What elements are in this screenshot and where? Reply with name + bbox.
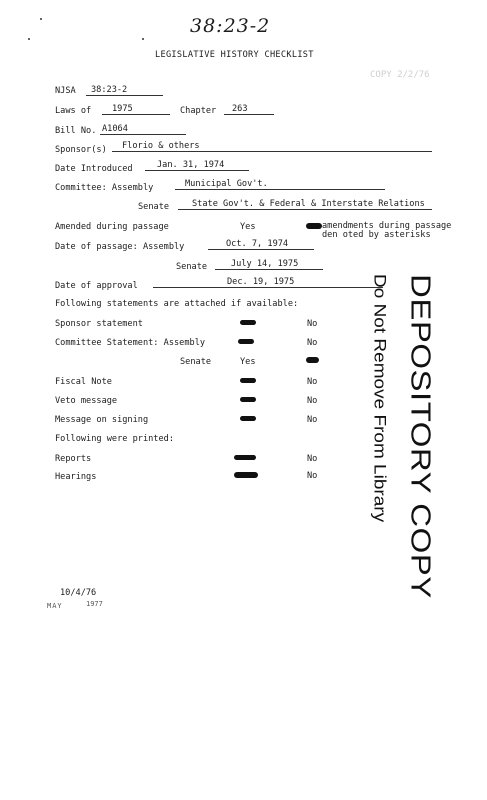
- date-passage-senate-label: Senate: [176, 262, 208, 272]
- printed-no: No: [307, 471, 318, 481]
- yes-redaction-mark: [240, 320, 256, 325]
- committee-assembly-value: Municipal Gov't.: [175, 179, 385, 190]
- bill-value: A1064: [100, 124, 186, 135]
- faded-stamp-note: COPY 2/2/76: [370, 70, 430, 80]
- njsa-value: 38:23-2: [86, 85, 163, 96]
- amended-note-line2: den oted by asterisks: [322, 230, 431, 240]
- printed-label: Reports: [55, 454, 92, 464]
- footer-date: 10/4/76: [60, 588, 97, 598]
- statement-no: No: [307, 396, 318, 406]
- depository-copy-stamp-text: DEPOSITORY COPY: [405, 274, 437, 599]
- date-passage-senate-value: July 14, 1975: [215, 259, 323, 270]
- date-passage-label: Date of passage: Assembly: [55, 242, 185, 252]
- footer-year: 1977: [86, 600, 103, 608]
- speck-mark: [28, 38, 30, 40]
- handwritten-code: 38:23-2: [190, 15, 271, 37]
- amended-note-line1: amendments during passage: [322, 221, 452, 231]
- speck-mark: [40, 18, 42, 20]
- printed-label: Hearings: [55, 472, 97, 482]
- yes-redaction-mark: [240, 397, 256, 402]
- yes-redaction-mark: [238, 339, 254, 344]
- statement-no: No: [307, 415, 318, 425]
- do-not-remove-stamp-text: Do Not Remove From Library: [370, 274, 388, 523]
- amended-yes: Yes: [240, 222, 256, 232]
- date-passage-assembly-value: Oct. 7, 1974: [208, 239, 314, 250]
- amended-label: Amended during passage: [55, 222, 169, 232]
- date-introduced-label: Date Introduced: [55, 164, 133, 174]
- chapter-label: Chapter: [180, 106, 217, 116]
- committee-senate-value: State Gov't. & Federal & Interstate Relations: [178, 199, 432, 210]
- printed-no: No: [307, 454, 318, 464]
- committee-assembly-label: Committee: Assembly: [55, 183, 154, 193]
- footer-month: MAY: [47, 602, 63, 610]
- no-redaction-mark: [306, 223, 322, 229]
- statement-no: No: [307, 338, 318, 348]
- laws-label: Laws of: [55, 106, 92, 116]
- following-printed-label: Following were printed:: [55, 434, 174, 444]
- date-approval-label: Date of approval: [55, 281, 138, 291]
- yes-redaction-mark: [240, 416, 256, 421]
- sponsor-label: Sponsor(s): [55, 145, 107, 155]
- njsa-label: NJSA: [55, 86, 76, 96]
- date-approval-value: Dec. 19, 1975: [153, 277, 383, 288]
- date-introduced-value: Jan. 31, 1974: [145, 160, 249, 171]
- statement-label: Message on signing: [55, 415, 149, 425]
- page-title: LEGISLATIVE HISTORY CHECKLIST: [155, 50, 314, 60]
- statement-label: Committee Statement: Assembly: [55, 338, 206, 348]
- statement-yes: Yes: [240, 357, 256, 367]
- laws-value: 1975: [102, 104, 170, 115]
- no-redaction-mark: [306, 357, 319, 363]
- yes-redaction-mark: [240, 378, 256, 383]
- yes-redaction-mark: [234, 455, 256, 460]
- bill-label: Bill No.: [55, 126, 97, 136]
- statement-no: No: [307, 319, 318, 329]
- statement-label: Sponsor statement: [55, 319, 143, 329]
- statement-label: Fiscal Note: [55, 377, 112, 387]
- speck-mark: [142, 38, 144, 40]
- committee-senate-label: Senate: [138, 202, 170, 212]
- following-attached-label: Following statements are attached if available:: [55, 299, 299, 309]
- statement-no: No: [307, 377, 318, 387]
- yes-redaction-mark: [234, 472, 258, 478]
- statement-label: Senate: [180, 357, 212, 367]
- statement-label: Veto message: [55, 396, 118, 406]
- sponsor-value: Florio & others: [112, 141, 432, 152]
- chapter-value: 263: [224, 104, 274, 115]
